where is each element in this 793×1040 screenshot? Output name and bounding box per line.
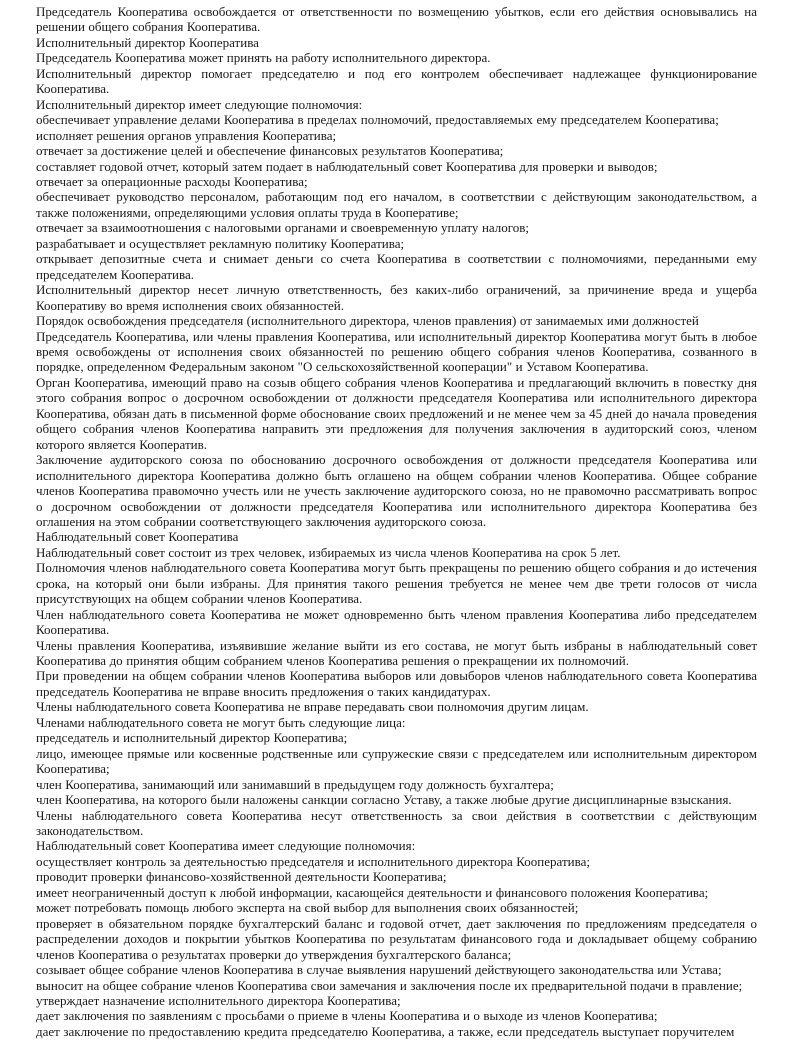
- document-paragraph: отвечает за достижение целей и обеспечение финансовых результатов Кооператива;: [36, 143, 504, 159]
- document-paragraph: выносит на общее собрание членов Кооператива свои замечания и заключения после их предварительной подачи в правление;: [36, 977, 743, 993]
- document-paragraph: Исполнительный директор помогает председателю и под его контролем обеспечивает надлежащее функционирование Кооператива.: [36, 65, 757, 97]
- document-paragraph: Исполнительный директор Кооператива: [36, 34, 259, 50]
- document-paragraph: председатель и исполнительный директор Кооператива;: [36, 730, 348, 746]
- document-paragraph: член Кооператива, на которого были наложены санкции согласно Уставу, а также любые другие дисциплинарные взыскания.: [36, 792, 732, 808]
- document-paragraph: Председатель Кооператива, или члены правления Кооператива, или исполнительный директор Кооператива могут быть в любое время освобождены от исполнения своих обязанностей по решению общего собрания членов Кооператива, созванного в порядке, определенном Федеральным законом "О сельскохозяйственной кооперации" и Уставом Кооператива.: [36, 328, 757, 375]
- document-paragraph: отвечает за операционные расходы Кооператива;: [36, 173, 308, 189]
- document-paragraph: Полномочия членов наблюдательного совета Кооператива могут быть прекращены по решению общего собрания и до истечения срока, на который они были избраны. Для принятия такого решения требуется не менее чем две трети голосов от числа присутствующих на общем собрании членов Кооператива.: [36, 560, 757, 607]
- document-paragraph: член Кооператива, занимающий или занимавший в предыдущем году должность бухгалтера;: [36, 776, 554, 792]
- document-paragraph: созывает общее собрание членов Кооператива в случае выявления нарушений действующего законодательства или Устава;: [36, 962, 722, 978]
- document-paragraph: проводит проверки финансово-хозяйственной деятельности Кооператива;: [36, 869, 447, 885]
- document-paragraph: дает заключение по предоставлению кредита председателю Кооператива, а также, если председатель выступает поручителем: [36, 1023, 735, 1039]
- document-paragraph: отвечает за взаимоотношения с налоговыми органами и своевременную уплату налогов;: [36, 220, 530, 236]
- document-paragraph: Исполнительный директор несет личную ответственность, без каких-либо ограничений, за причинение вреда и ущерба Кооперативу во время исполнения своих обязанностей.: [36, 282, 757, 313]
- document-paragraph: Член наблюдательного совета Кооператива не может одновременно быть членом правления Кооператива либо председателем Кооператива.: [36, 606, 757, 638]
- document-paragraph: лицо, имеющее прямые или косвенные родственные или супружеские связи с председателем или исполнительным директором Кооператива;: [36, 745, 757, 777]
- document-paragraph: дает заключения по заявлениям с просьбами о приеме в члены Кооператива и о выходе из членов Кооператива;: [36, 1008, 658, 1024]
- document-paragraph: Члены правления Кооператива, изъявившие желание выйти из его состава, не могут быть избраны в наблюдательный совет Кооператива до принятия общим собранием членов Кооператива решения о прекращении их полномочий.: [36, 637, 757, 669]
- document-paragraph: Наблюдательный совет Кооператива: [36, 529, 239, 545]
- document-paragraph: утверждает назначение исполнительного директора Кооператива;: [36, 993, 401, 1008]
- document-paragraph: обеспечивает руководство персоналом, работающим под его началом, в соответствии с действующим законодательством, а также положениями, определяющими условия оплаты труда в Кооперативе;: [36, 189, 757, 220]
- document-paragraph: Членами наблюдательного совета не могут быть следующие лица:: [36, 714, 406, 730]
- document-paragraph: Председатель Кооператива освобождается от ответственности по возмещению убытков, если его действия основывались на решении общего собрания Кооператива.: [36, 4, 757, 35]
- document-paragraph: Заключение аудиторского союза по обоснованию досрочного освобождения от должности председателя Кооператива или исполнительного директора Кооператива должно быть оглашено на общем собрании членов Кооператива. Общее собрание членов Кооператива правомочно учесть или не учесть заключение аудиторского союза, но не правомочно рассматривать вопрос о досрочном освобождении от должности председателя Кооператива или исполнительного директора Кооператива без оглашения на этом собрании соответствующего заключения аудиторского союза.: [36, 452, 757, 529]
- document-text-body: [36, 4, 757, 1039]
- document-paragraph: составляет годовой отчет, который затем подает в наблюдательный совет Кооператива для проверки и выводов;: [36, 158, 658, 174]
- document-paragraph: разрабатывает и осуществляет рекламную политику Кооператива;: [36, 235, 405, 251]
- document-paragraph: Наблюдательный совет Кооператива имеет следующие полномочия:: [36, 838, 416, 854]
- document-paragraph: При проведении на общем собрании членов Кооператива выборов или довыборов членов наблюдательного совета Кооператива председатель Кооператива не вправе вносить предложения о таких кандидатурах.: [36, 668, 757, 699]
- document-paragraph: имеет неограниченный доступ к любой информации, касающейся деятельности и финансового положения Кооператива;: [36, 884, 709, 900]
- document-paragraph: Исполнительный директор имеет следующие полномочия:: [36, 96, 363, 112]
- document-paragraph: Члены наблюдательного совета Кооператива не вправе передавать свои полномочия другим лицам.: [36, 699, 589, 715]
- document-paragraph: исполняет решения органов управления Кооператива;: [36, 127, 337, 143]
- document-paragraph: Порядок освобождения председателя (исполнительного директора, членов правления) от занимаемых ими должностей: [36, 313, 699, 329]
- document-paragraph: открывает депозитные счета и снимает деньги со счета Кооператива в соответствии с полномочиями, переданными ему председателем Кооператива.: [36, 251, 757, 282]
- document-paragraph: проверяет в обязательном порядке бухгалтерский баланс и годовой отчет, дает заключения по предложениям председателя о распределении доходов и покрытии убытков Кооператива по результатам финансового года и докладывает общему собранию членов Кооператива о результатах проверки до утверждения бухгалтерского баланса;: [36, 915, 757, 962]
- document-paragraph: Председатель Кооператива может принять на работу исполнительного директора.: [36, 50, 491, 66]
- document-paragraph: может потребовать помощь любого эксперта на свой выбор для выполнения своих обязанностей;: [36, 900, 579, 916]
- document-paragraph: Члены наблюдательного совета Кооператива несут ответственность за свои действия в соответствии с действующим законодательством.: [36, 807, 757, 839]
- document-paragraph: Орган Кооператива, имеющий право на созыв общего собрания членов Кооператива и предлагающий включить в повестку дня этого собрания вопрос о досрочном освобождении от должности председателя Кооператива или исполнительного директора Кооператива, обязан дать в письменной форме обоснование своих предложений и не менее чем за 45 дней до начала проведения общего собрания членов Кооператива направить эти предложения для получения заключения в аудиторский союз, членом которого является Кооператив.: [36, 374, 757, 452]
- document-paragraph: осуществляет контроль за деятельностью председателя и исполнительного директора Кооператива;: [36, 853, 590, 869]
- document-paragraph: обеспечивает управление делами Кооператива в пределах полномочий, предоставляемых ему председателем Кооператива;: [36, 112, 719, 128]
- document-paragraph: Наблюдательный совет состоит из трех человек, избираемых из числа членов Кооператива на срок 5 лет.: [36, 544, 621, 560]
